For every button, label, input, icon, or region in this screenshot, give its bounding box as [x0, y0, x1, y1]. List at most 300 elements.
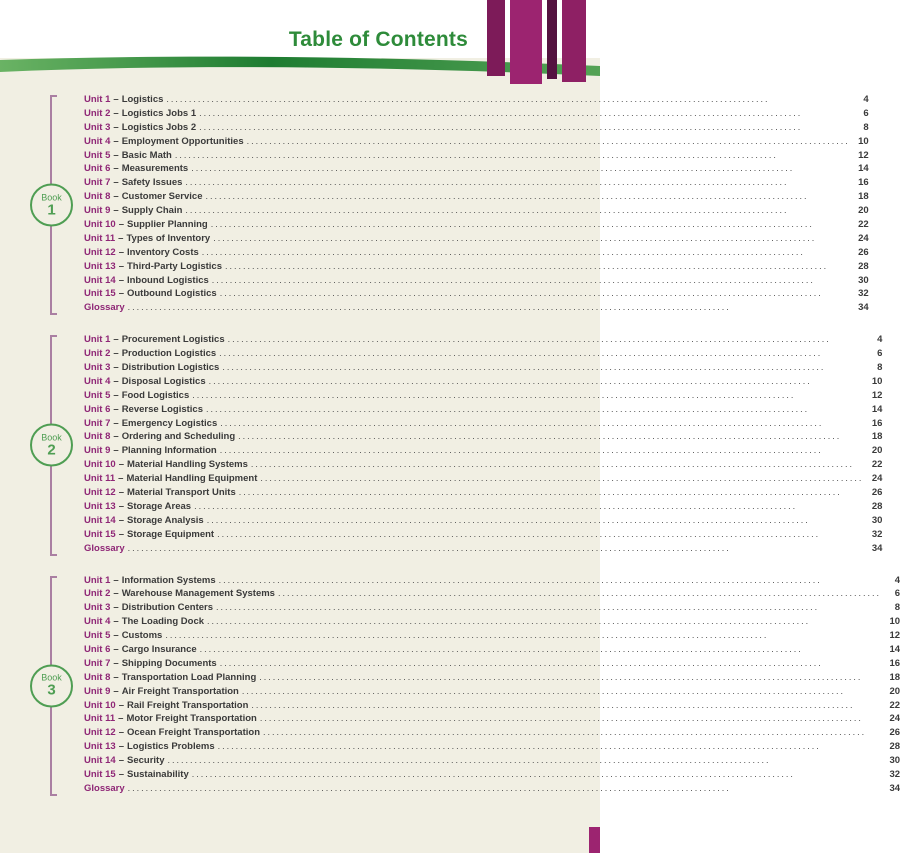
entry-separator: – — [118, 246, 124, 258]
entry-separator: – — [118, 727, 124, 739]
unit-label: Unit 10 — [84, 699, 116, 711]
toc-entry — [84, 769, 900, 783]
toc-entry — [84, 376, 882, 390]
dot-leader — [220, 418, 863, 429]
entry-title: Emergency Logistics — [121, 417, 218, 429]
spine-bar-icon — [510, 0, 542, 84]
entry-separator: – — [113, 348, 119, 360]
dot-leader — [242, 686, 881, 697]
entry-title: Outbound Logistics — [126, 288, 217, 300]
toc-entry — [84, 755, 900, 769]
entry-title: The Loading Dock — [121, 616, 205, 628]
spine-bar-icon — [562, 0, 586, 82]
unit-label: Unit 11 — [84, 473, 116, 485]
entry-separator: – — [118, 755, 124, 767]
book-badge — [30, 664, 73, 707]
unit-label: Unit 12 — [84, 727, 116, 739]
dot-leader — [128, 543, 864, 554]
dot-leader — [239, 487, 864, 498]
dot-leader — [222, 362, 863, 373]
entry-separator: – — [113, 574, 119, 586]
dot-leader — [220, 658, 881, 669]
entry-separator: – — [113, 94, 119, 105]
entry-list — [84, 94, 869, 316]
page-number: 12 — [858, 149, 869, 161]
dot-leader — [263, 727, 881, 738]
dot-leader — [211, 219, 850, 230]
toc-entry — [84, 362, 882, 376]
dot-leader — [207, 616, 881, 627]
page-number: 34 — [858, 302, 869, 314]
entry-separator: – — [113, 602, 119, 614]
toc-entry — [84, 219, 869, 233]
toc-entry — [84, 94, 869, 108]
entry-title: Air Freight Transportation — [121, 685, 239, 697]
page-number: 12 — [889, 630, 900, 642]
dot-leader — [260, 713, 881, 724]
unit-label: Unit 4 — [84, 616, 111, 628]
unit-label: Unit 10 — [84, 459, 116, 471]
toc-entry — [84, 515, 882, 529]
toc-entry — [84, 122, 869, 136]
toc-entry — [84, 302, 869, 316]
unit-label: Glossary — [84, 542, 125, 554]
entry-separator: – — [118, 459, 124, 471]
toc-entry — [84, 727, 900, 741]
dot-leader — [167, 755, 881, 766]
dot-leader — [219, 575, 881, 586]
toc-entry — [84, 247, 869, 261]
page-number: 18 — [871, 431, 883, 443]
toc-entry — [84, 459, 882, 473]
toc-entry — [84, 191, 869, 205]
entry-title: Production Logistics — [121, 348, 217, 360]
entry-separator: – — [113, 375, 119, 387]
dot-leader — [218, 741, 881, 752]
page-number: 14 — [871, 403, 883, 415]
unit-label: Unit 11 — [84, 232, 116, 244]
page-number: 18 — [858, 191, 869, 203]
unit-label: Unit 3 — [84, 121, 111, 133]
entry-separator: – — [113, 121, 119, 133]
unit-label: Unit 3 — [84, 602, 111, 614]
toc-entry — [84, 404, 882, 418]
page-number: 10 — [871, 375, 883, 387]
entry-separator: – — [113, 191, 119, 203]
page-number: 24 — [889, 713, 900, 725]
entry-separator: – — [118, 713, 124, 725]
unit-label: Unit 1 — [84, 574, 111, 586]
toc-entry — [84, 783, 900, 797]
unit-label: Unit 12 — [84, 487, 116, 499]
entry-title: Rail Freight Transportation — [126, 699, 249, 711]
entry-separator: – — [113, 149, 119, 161]
toc-entry — [84, 261, 869, 275]
book-marker — [0, 94, 84, 316]
page-number: 12 — [871, 389, 883, 401]
dot-leader — [128, 783, 881, 794]
page-number: 32 — [858, 288, 869, 300]
book-badge — [30, 184, 73, 227]
entry-title: Distribution Logistics — [121, 362, 220, 374]
unit-label: Unit 9 — [84, 445, 111, 457]
entry-separator: – — [118, 487, 124, 499]
toc-entry — [84, 348, 882, 362]
dot-leader — [199, 108, 850, 119]
unit-label: Unit 2 — [84, 107, 111, 119]
entry-title: Logistics Jobs 2 — [121, 121, 197, 133]
dot-leader — [202, 247, 850, 258]
toc-entry — [84, 431, 882, 445]
page-number: 28 — [858, 260, 869, 272]
entry-separator: – — [118, 699, 124, 711]
entry-title: Material Handling Equipment — [126, 473, 258, 485]
toc-entry — [84, 644, 900, 658]
toc-entry — [84, 288, 869, 302]
page-number: 4 — [863, 94, 869, 105]
dot-leader — [217, 529, 863, 540]
unit-label: Unit 12 — [84, 246, 116, 258]
entry-title: Cargo Insurance — [121, 643, 197, 655]
dot-leader — [278, 588, 881, 599]
book-badge-number: 2 — [47, 441, 56, 459]
page-number: 22 — [858, 219, 869, 231]
unit-label: Unit 2 — [84, 348, 111, 360]
page-number: 26 — [889, 727, 900, 739]
spine-bar-icon — [487, 0, 505, 76]
unit-label: Unit 13 — [84, 741, 116, 753]
entry-separator: – — [113, 685, 119, 697]
entry-title: Ocean Freight Transportation — [126, 727, 261, 739]
unit-label: Unit 13 — [84, 500, 116, 512]
entry-title: Security — [126, 755, 165, 767]
toc-entry — [84, 741, 900, 755]
page-number: 6 — [877, 348, 883, 360]
bottom-corner-decoration — [589, 827, 600, 853]
dot-leader — [251, 459, 864, 470]
entry-title: Inbound Logistics — [126, 274, 209, 286]
page-number: 18 — [889, 671, 900, 683]
dot-leader — [166, 94, 849, 105]
entry-separator: – — [113, 403, 119, 415]
toc-entry — [84, 445, 882, 459]
page-number: 30 — [871, 514, 883, 526]
page-number: 6 — [863, 107, 869, 119]
entry-separator: – — [118, 219, 124, 231]
dot-leader — [175, 150, 850, 161]
unit-label: Unit 9 — [84, 685, 111, 697]
entry-separator: – — [113, 135, 119, 147]
entry-title: Employment Opportunities — [121, 135, 244, 147]
unit-label: Unit 15 — [84, 528, 116, 540]
toc-entry — [84, 658, 900, 672]
dot-leader — [247, 136, 850, 147]
toc-entry — [84, 136, 869, 150]
page-number: 28 — [871, 500, 883, 512]
page-number: 4 — [877, 334, 883, 346]
entry-separator: – — [118, 274, 124, 286]
unit-label: Unit 5 — [84, 149, 111, 161]
entry-title: Disposal Logistics — [121, 375, 206, 387]
toc-entry — [84, 543, 882, 557]
entry-title: Supplier Planning — [126, 219, 208, 231]
entry-separator: – — [118, 514, 124, 526]
unit-label: Unit 14 — [84, 274, 116, 286]
dot-leader — [216, 602, 881, 613]
book-marker — [0, 575, 84, 797]
page-number: 20 — [858, 205, 869, 217]
spine-bar-icon — [547, 0, 557, 79]
dot-leader — [199, 122, 850, 133]
toc-entry — [84, 630, 900, 644]
dot-leader — [220, 445, 864, 456]
dot-leader — [128, 302, 850, 313]
book-section — [0, 334, 883, 556]
unit-label: Unit 8 — [84, 671, 111, 683]
entry-separator: – — [113, 334, 119, 346]
entry-title: Material Handling Systems — [126, 459, 248, 471]
toc-entry — [84, 150, 869, 164]
dot-leader — [238, 431, 863, 442]
unit-label: Unit 1 — [84, 94, 111, 105]
dot-leader — [213, 233, 849, 244]
entry-title: Material Transport Units — [126, 487, 236, 499]
toc-entry — [84, 575, 900, 589]
unit-label: Unit 3 — [84, 362, 111, 374]
page-number: 32 — [889, 768, 900, 780]
dot-leader — [191, 163, 849, 174]
toc-entry — [84, 501, 882, 515]
book-section — [0, 94, 869, 316]
entry-separator: – — [113, 205, 119, 217]
entry-separator: – — [118, 473, 124, 485]
entry-title: Information Systems — [121, 574, 216, 586]
entry-title: Third-Party Logistics — [126, 260, 222, 272]
toc-entry — [84, 390, 882, 404]
unit-label: Unit 4 — [84, 135, 111, 147]
page-number: 22 — [889, 699, 900, 711]
entry-title: Basic Math — [121, 149, 172, 161]
page-number: 26 — [871, 487, 883, 499]
toc-entry — [84, 700, 900, 714]
page-number: 16 — [889, 657, 900, 669]
dot-leader — [225, 261, 850, 272]
entry-title: Customer Service — [121, 191, 203, 203]
dot-leader — [251, 700, 881, 711]
page-number: 10 — [858, 135, 869, 147]
dot-leader — [205, 191, 849, 202]
page-number: 32 — [871, 528, 883, 540]
entry-separator: – — [113, 362, 119, 374]
book-badge-label: Book — [41, 672, 62, 683]
entry-title: Storage Areas — [126, 500, 192, 512]
toc-entry — [84, 529, 882, 543]
entry-separator: – — [118, 500, 124, 512]
unit-label: Unit 7 — [84, 417, 111, 429]
page-number: 4 — [894, 574, 900, 586]
entry-title: Storage Analysis — [126, 514, 204, 526]
entry-separator: – — [113, 431, 119, 443]
book-badge-label: Book — [41, 432, 62, 443]
toc-entry — [84, 163, 869, 177]
page-number: 22 — [871, 459, 883, 471]
entry-title: Warehouse Management Systems — [121, 588, 275, 600]
unit-label: Unit 9 — [84, 205, 111, 217]
page-number: 24 — [858, 232, 869, 244]
entry-separator: – — [113, 177, 119, 189]
entry-title: Motor Freight Transportation — [126, 713, 257, 725]
unit-label: Unit 15 — [84, 768, 116, 780]
entry-separator: – — [118, 528, 124, 540]
dot-leader — [212, 275, 850, 286]
dot-leader — [209, 376, 864, 387]
dot-leader — [259, 672, 881, 683]
toc-entry — [84, 713, 900, 727]
entry-separator: – — [118, 232, 124, 244]
entry-title: Food Logistics — [121, 389, 190, 401]
unit-label: Unit 8 — [84, 431, 111, 443]
entry-title: Safety Issues — [121, 177, 183, 189]
entry-separator: – — [113, 616, 119, 628]
dot-leader — [200, 644, 881, 655]
entry-title: Inventory Costs — [126, 246, 199, 258]
entry-title: Procurement Logistics — [121, 334, 225, 346]
entry-separator: – — [113, 163, 119, 175]
entry-separator: – — [113, 107, 119, 119]
unit-label: Unit 2 — [84, 588, 111, 600]
unit-label: Unit 8 — [84, 191, 111, 203]
page-number: 6 — [894, 588, 900, 600]
page-number: 8 — [894, 602, 900, 614]
unit-label: Unit 5 — [84, 630, 111, 642]
page-number: 20 — [871, 445, 883, 457]
toc-entry — [84, 602, 900, 616]
entry-separator: – — [118, 260, 124, 272]
toc-entry — [84, 418, 882, 432]
page-number: 8 — [863, 121, 869, 133]
book-marker — [0, 334, 84, 556]
entry-title: Logistics — [121, 94, 164, 105]
page-number: 30 — [858, 274, 869, 286]
page-number: 30 — [889, 755, 900, 767]
page-number: 34 — [871, 542, 883, 554]
page-number: 8 — [877, 362, 883, 374]
unit-label: Glossary — [84, 302, 125, 314]
page-number: 14 — [858, 163, 869, 175]
dot-leader — [220, 288, 850, 299]
entry-title: Storage Equipment — [126, 528, 215, 540]
page-number: 34 — [889, 782, 900, 794]
entry-separator: – — [113, 657, 119, 669]
page-number: 24 — [871, 473, 883, 485]
book-section — [0, 574, 900, 797]
dot-leader — [192, 390, 863, 401]
dot-leader — [207, 515, 864, 526]
page-number: 10 — [889, 616, 900, 628]
entry-title: Types of Inventory — [126, 232, 211, 244]
unit-label: Glossary — [84, 782, 125, 794]
unit-label: Unit 6 — [84, 403, 111, 415]
entry-title: Reverse Logistics — [121, 403, 204, 415]
entry-title: Transportation Load Planning — [121, 671, 257, 683]
dot-leader — [192, 769, 881, 780]
entry-separator: – — [113, 445, 119, 457]
page-number: 28 — [889, 741, 900, 753]
toc-entry — [84, 334, 882, 348]
unit-label: Unit 7 — [84, 657, 111, 669]
toc-books — [0, 94, 900, 815]
unit-label: Unit 13 — [84, 260, 116, 272]
entry-title: Shipping Documents — [121, 657, 217, 669]
page-number: 16 — [858, 177, 869, 189]
book-badge-label: Book — [41, 192, 62, 203]
entry-title: Customs — [121, 630, 163, 642]
book-badge-number: 3 — [47, 681, 56, 699]
unit-label: Unit 14 — [84, 514, 116, 526]
entry-list — [84, 334, 882, 556]
dot-leader — [165, 630, 881, 641]
toc-entry — [84, 275, 869, 289]
dot-leader — [206, 404, 863, 415]
entry-separator: – — [118, 288, 124, 300]
unit-label: Unit 1 — [84, 334, 111, 346]
entry-separator: – — [113, 389, 119, 401]
entry-separator: – — [113, 417, 119, 429]
entry-separator: – — [118, 768, 124, 780]
page-number: 14 — [889, 643, 900, 655]
entry-separator: – — [113, 630, 119, 642]
book-badge — [30, 424, 73, 467]
toc-entry — [84, 616, 900, 630]
dot-leader — [185, 177, 849, 188]
toc-entry — [84, 233, 869, 247]
toc-entry — [84, 686, 900, 700]
dot-leader — [185, 205, 849, 216]
toc-entry — [84, 473, 882, 487]
page-number: 26 — [858, 246, 869, 258]
entry-title: Supply Chain — [121, 205, 183, 217]
toc-entry — [84, 205, 869, 219]
unit-label: Unit 6 — [84, 163, 111, 175]
dot-leader — [228, 334, 864, 345]
book-badge-number: 1 — [47, 201, 56, 219]
unit-label: Unit 11 — [84, 713, 116, 725]
entry-separator: – — [113, 643, 119, 655]
unit-label: Unit 10 — [84, 219, 116, 231]
unit-label: Unit 6 — [84, 643, 111, 655]
toc-entry — [84, 588, 900, 602]
unit-label: Unit 14 — [84, 755, 116, 767]
entry-title: Planning Information — [121, 445, 217, 457]
toc-entry — [84, 108, 869, 122]
unit-label: Unit 4 — [84, 375, 111, 387]
entry-title: Sustainability — [126, 768, 189, 780]
toc-entry — [84, 487, 882, 501]
entry-title: Measurements — [121, 163, 189, 175]
entry-separator: – — [113, 588, 119, 600]
page-title: Table of Contents — [288, 28, 468, 51]
entry-title: Distribution Centers — [121, 602, 213, 614]
page-number: 16 — [871, 417, 883, 429]
entry-title: Ordering and Scheduling — [121, 431, 236, 443]
toc-entry — [84, 177, 869, 191]
page-number: 20 — [889, 685, 900, 697]
entry-title: Logistics Jobs 1 — [121, 107, 197, 119]
toc-entry — [84, 672, 900, 686]
entry-title: Logistics Problems — [126, 741, 215, 753]
unit-label: Unit 7 — [84, 177, 111, 189]
entry-separator: – — [113, 671, 119, 683]
